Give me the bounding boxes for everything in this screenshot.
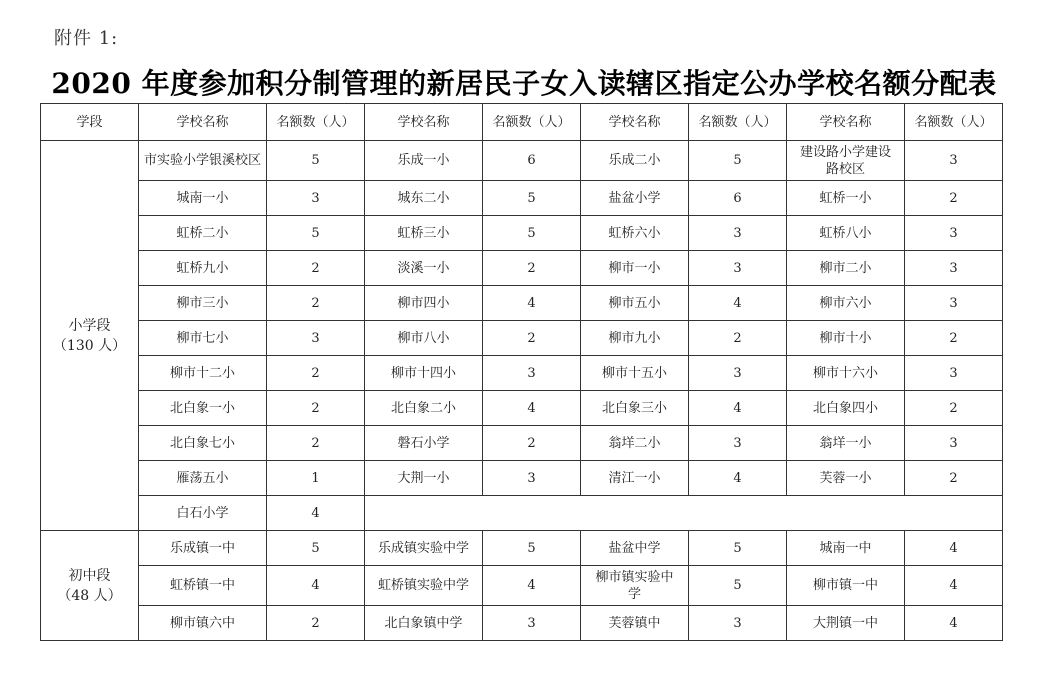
quota-value: 4	[689, 286, 787, 321]
quota-value: 2	[267, 251, 365, 286]
quota-value: 4	[905, 566, 1003, 606]
school-name: 柳市四小	[365, 286, 483, 321]
quota-value: 4	[689, 461, 787, 496]
table-row	[41, 496, 1003, 531]
school-name: 柳市三小	[139, 286, 267, 321]
school-name: 柳市八小	[365, 321, 483, 356]
quota-value: 2	[267, 356, 365, 391]
school-name: 虹桥三小	[365, 216, 483, 251]
attachment-label: 附件 1:	[54, 28, 119, 49]
school-name: 大荆镇一中	[787, 606, 905, 641]
school-name: 虹桥六小	[581, 216, 689, 251]
school-name: 市实验小学银溪校区	[139, 141, 267, 181]
quota-value: 3	[905, 141, 1003, 181]
quota-value: 3	[905, 356, 1003, 391]
school-name: 北白象七小	[139, 426, 267, 461]
stage-name: 初中段	[68, 567, 111, 584]
school-name: 柳市镇实验中学	[581, 566, 689, 606]
school-name: 盐盆小学	[581, 181, 689, 216]
school-name: 盐盆中学	[581, 531, 689, 566]
school-name: 柳市一小	[581, 251, 689, 286]
school-name: 柳市十五小	[581, 356, 689, 391]
school-name: 柳市七小	[139, 321, 267, 356]
school-name: 城南一中	[787, 531, 905, 566]
quota-value: 5	[483, 216, 581, 251]
quota-value: 6	[483, 141, 581, 181]
quota-value: 3	[689, 251, 787, 286]
school-name: 清江一小	[581, 461, 689, 496]
quota-value: 3	[689, 356, 787, 391]
school-name: 柳市十四小	[365, 356, 483, 391]
table-row	[41, 426, 1003, 461]
quota-value: 3	[905, 216, 1003, 251]
empty-cell	[365, 496, 1003, 531]
table-row	[41, 566, 1003, 606]
school-name: 芙蓉镇中	[581, 606, 689, 641]
quota-value: 6	[689, 181, 787, 216]
school-name: 乐成镇实验中学	[365, 531, 483, 566]
school-name: 柳市五小	[581, 286, 689, 321]
document-title: 2020 年度参加积分制管理的新居民子女入读辖区指定公办学校名额分配表	[51, 67, 997, 100]
table-row	[41, 606, 1003, 641]
header-school: 学校名称	[787, 104, 905, 141]
school-name: 虹桥二小	[139, 216, 267, 251]
quota-value: 5	[483, 181, 581, 216]
table-header-row	[41, 104, 1003, 141]
header-school: 学校名称	[365, 104, 483, 141]
header-school: 学校名称	[139, 104, 267, 141]
quota-value: 4	[905, 606, 1003, 641]
quota-value: 4	[483, 566, 581, 606]
school-name: 翁垟二小	[581, 426, 689, 461]
quota-value: 3	[905, 426, 1003, 461]
school-name: 白石小学	[139, 496, 267, 531]
quota-value: 3	[483, 356, 581, 391]
school-name: 虹桥一小	[787, 181, 905, 216]
school-name: 芙蓉一小	[787, 461, 905, 496]
school-name: 柳市十六小	[787, 356, 905, 391]
quota-value: 1	[267, 461, 365, 496]
school-name: 柳市六小	[787, 286, 905, 321]
quota-value: 3	[689, 606, 787, 641]
school-name: 北白象四小	[787, 391, 905, 426]
quota-value: 5	[483, 531, 581, 566]
quota-value: 3	[483, 606, 581, 641]
school-name: 城东二小	[365, 181, 483, 216]
table-row	[41, 321, 1003, 356]
quota-value: 2	[905, 461, 1003, 496]
quota-value: 2	[267, 391, 365, 426]
quota-value: 4	[483, 391, 581, 426]
quota-value: 2	[267, 286, 365, 321]
table-row	[41, 356, 1003, 391]
header-quota: 名额数（人）	[905, 104, 1003, 141]
school-name: 柳市十小	[787, 321, 905, 356]
quota-value: 5	[267, 141, 365, 181]
quota-value: 3	[267, 181, 365, 216]
header-quota: 名额数（人）	[483, 104, 581, 141]
school-name: 淡溪一小	[365, 251, 483, 286]
stage-cell-middle	[41, 531, 139, 641]
quota-value: 3	[689, 426, 787, 461]
school-name: 虹桥九小	[139, 251, 267, 286]
table-row	[41, 216, 1003, 251]
quota-value: 2	[483, 321, 581, 356]
quota-table	[40, 103, 1003, 641]
school-name: 雁荡五小	[139, 461, 267, 496]
school-name: 虹桥镇一中	[139, 566, 267, 606]
school-name: 柳市十二小	[139, 356, 267, 391]
school-name: 北白象镇中学	[365, 606, 483, 641]
stage-total: （130 人）	[52, 337, 127, 354]
quota-value: 4	[905, 531, 1003, 566]
quota-value: 3	[905, 286, 1003, 321]
header-quota: 名额数（人）	[267, 104, 365, 141]
school-name: 乐成一小	[365, 141, 483, 181]
school-name: 柳市镇六中	[139, 606, 267, 641]
table-row	[41, 531, 1003, 566]
quota-value: 2	[905, 321, 1003, 356]
quota-value: 4	[267, 566, 365, 606]
stage-name: 小学段	[68, 317, 111, 334]
quota-value: 2	[689, 321, 787, 356]
header-school: 学校名称	[581, 104, 689, 141]
quota-value: 5	[267, 531, 365, 566]
stage-total: （48 人）	[57, 587, 122, 604]
quota-value: 3	[689, 216, 787, 251]
quota-value: 4	[689, 391, 787, 426]
school-name: 建设路小学建设路校区	[787, 141, 905, 181]
table-row	[41, 141, 1003, 181]
school-name: 北白象三小	[581, 391, 689, 426]
quota-value: 3	[267, 321, 365, 356]
school-name: 柳市二小	[787, 251, 905, 286]
school-name: 大荆一小	[365, 461, 483, 496]
school-name: 柳市九小	[581, 321, 689, 356]
quota-value: 5	[689, 141, 787, 181]
quota-value: 5	[689, 566, 787, 606]
school-name: 城南一小	[139, 181, 267, 216]
table-row	[41, 286, 1003, 321]
quota-value: 2	[267, 606, 365, 641]
quota-value: 3	[905, 251, 1003, 286]
header-stage: 学段	[41, 104, 139, 141]
header-quota: 名额数（人）	[689, 104, 787, 141]
quota-value: 4	[483, 286, 581, 321]
quota-value: 2	[267, 426, 365, 461]
school-name: 虹桥镇实验中学	[365, 566, 483, 606]
school-name: 乐成二小	[581, 141, 689, 181]
stage-cell-primary	[41, 141, 139, 531]
table-row	[41, 461, 1003, 496]
quota-value: 3	[483, 461, 581, 496]
quota-value: 2	[905, 391, 1003, 426]
school-name: 虹桥八小	[787, 216, 905, 251]
table-row	[41, 391, 1003, 426]
table-row	[41, 251, 1003, 286]
quota-value: 2	[905, 181, 1003, 216]
quota-value: 2	[483, 426, 581, 461]
table-row	[41, 181, 1003, 216]
school-name: 翁垟一小	[787, 426, 905, 461]
quota-value: 5	[267, 216, 365, 251]
quota-value: 4	[267, 496, 365, 531]
school-name: 乐成镇一中	[139, 531, 267, 566]
school-name: 柳市镇一中	[787, 566, 905, 606]
school-name: 北白象一小	[139, 391, 267, 426]
quota-value: 2	[483, 251, 581, 286]
school-name: 磐石小学	[365, 426, 483, 461]
quota-value: 5	[689, 531, 787, 566]
school-name: 北白象二小	[365, 391, 483, 426]
